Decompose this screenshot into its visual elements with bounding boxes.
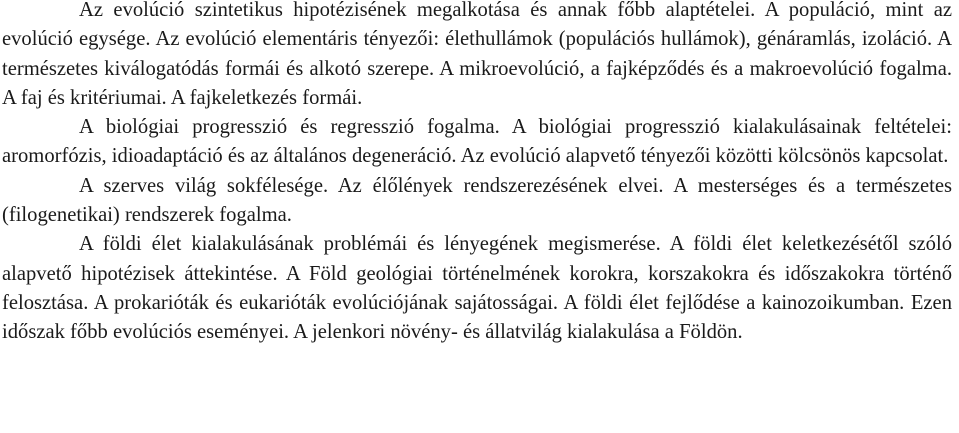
paragraph-origin-of-life: A földi élet kialakulásának problémái és lényegének megismerése. A földi élet keletkezésétől szóló alapvető hipotézisek áttekintése. A Föld geológiai történelmének korokra, korszakokra és időszakokra történő felosztása. A prokarióták és eukarióták evolúciójának sajátosságai. A földi élet fejlődése a kainozoikumban. Ezen időszak főbb evolúciós eseményei. A jelenkori növény- és állatvilág kialakulása a Földön.: [2, 233, 952, 344]
paragraph-diversity-classification: A szerves világ sokfélesége. Az élőlények rendszerezésének elvei. A mesterséges és a természetes (filogenetikai) rendszerek fogalma.: [2, 174, 952, 227]
paragraph-synthetic-evolution: Az evolúció szintetikus hipotézisének megalkotása és annak főbb alaptételei. A populáció, mint az evolúció egysége. Az evolúció elementáris tényezői: élethullámok (populációs hullámok), génáramlás, izoláció. A természetes kiválogatódás formái és alkotó szerepe. A mikroevolúció, a fajképződés és a makroevolúció fogalma. A faj és kritériumai. A fajkeletkezés formái.: [2, 0, 952, 109]
paragraph-biological-progress: A biológiai progresszió és regresszió fogalma. A biológiai progresszió kialakulásainak feltételei: aromorfózis, idioadaptáció és az általános degeneráció. Az evolúció alapvető tényezői közötti kölcsönös kapcsolat.: [2, 116, 952, 168]
